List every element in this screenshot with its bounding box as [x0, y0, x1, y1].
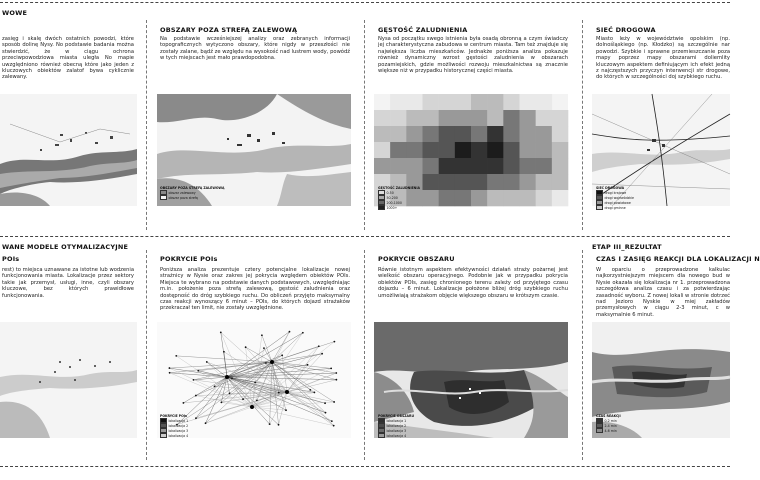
- density-cell: [520, 94, 536, 110]
- panel-text-czas: W oparciu o przeprowadzone kalkulac najkorzystniejszym miejscem dla nowego bud w Nysie okazała się lokalizacja nr 1. przeprowadzona szczegółowa analiza czasu i za potwierdzając zasadność wyboru. Z nowej lokali w stronie dotrzeć nad Jezioro Nyskie w miej zakładów przemysłowych w ciągu 2-3 minut, c w maksymalnie 6 minut.: [596, 267, 730, 318]
- map-pois: [0, 322, 137, 438]
- poi-point: [333, 425, 335, 427]
- poi-point: [281, 354, 283, 356]
- density-cell: [471, 190, 487, 206]
- poi-point: [333, 401, 335, 403]
- panel-title-gestosc: GĘSTOŚĆ ZALUDNIENIA: [378, 26, 468, 34]
- poi-point: [205, 422, 207, 424]
- column-divider: [582, 250, 583, 460]
- legend-siec-item: drogi wojewódzkie: [596, 195, 634, 200]
- poi-point: [183, 402, 185, 404]
- legend-pokrycie-obszaru: [378, 414, 414, 438]
- poi-point: [289, 331, 291, 333]
- density-cell: [471, 142, 487, 158]
- bottom-dashed-border: [0, 466, 730, 467]
- poi-point: [231, 377, 233, 379]
- density-cell: [455, 174, 471, 190]
- poi-point: [229, 393, 231, 395]
- density-cell: [503, 142, 519, 158]
- poi-point: [256, 400, 258, 402]
- density-cell: [390, 142, 406, 158]
- legend-czas: [596, 414, 621, 433]
- density-cell: [520, 142, 536, 158]
- column-divider: [146, 20, 147, 230]
- density-cell: [455, 158, 471, 174]
- panel-text-modele: rest) to miejsca uznawane za istotne lub wodzenia funkcjonowania miasta. Lokalizacje przez sektory takie jak przemysł, usługi, inne, czyli obszary kluczowe, bez których prawidłowe funkcjonowania.: [2, 267, 134, 299]
- density-cell: [374, 142, 390, 158]
- density-cell: [455, 110, 471, 126]
- density-cell: [406, 94, 422, 110]
- density-cell: [536, 174, 552, 190]
- density-cell: [552, 174, 568, 190]
- poi-point: [220, 331, 222, 333]
- density-cell: [390, 126, 406, 142]
- legend-siec-title: SIEĆ DROGOWA: [596, 186, 625, 190]
- density-cell: [374, 126, 390, 142]
- legend-pokrycie-obszaru-item: lokalizacja 3: [378, 428, 414, 433]
- density-cell: [390, 158, 406, 174]
- density-cell: [503, 190, 519, 206]
- legend-siec-item: drogi gminne: [596, 205, 634, 210]
- middle-dashed-divider: [0, 236, 730, 237]
- poi-point: [193, 379, 195, 381]
- density-cell: [471, 158, 487, 174]
- legend-gestosc-item: 0-50: [378, 190, 420, 195]
- density-cell: [487, 94, 503, 110]
- poi-point: [309, 389, 311, 391]
- legend-czas-title: CZAS REAKCJI: [596, 414, 621, 418]
- density-cell: [423, 142, 439, 158]
- density-cell: [503, 174, 519, 190]
- poi-point: [197, 370, 199, 372]
- panel-text-pokrycie-obszaru: Równie istotnym aspektem efektywności działań straży pożarnej jest wielkość obszaru operacyjnego. Podobnie jak w przypadku pokrycia obiektów POIs, zasięg chronionego terenu zależy od przyjętego czasu dojazdu – 6 minut. Lokalizacje położone bliżej dróg szybkiego ruchu umożliwiają strażakom objęcie większego obszaru w krótszym czasie.: [378, 267, 568, 299]
- panel-text-gestosc: Nysa od początku swego istnienia była osadą obronną a czym świadczy jej charakterystyczna zabudowa w centrum miasta. Tam też znajduje się największa liczba mieszkańców. Jednakże poniższa analiza pokazuje również dynamiczny wzrost gęstości zaludnienia w obszarach pozamiejskich, gdzie możliwości rozwoju mieszkalnictwa są znacznie większe niż w przypadku historycznej części miasta.: [378, 36, 568, 75]
- density-cell: [536, 158, 552, 174]
- column-divider: [146, 250, 147, 460]
- density-cell: [487, 158, 503, 174]
- legend-gestosc-item: 1000+: [378, 205, 420, 210]
- density-cell: [455, 126, 471, 142]
- density-cell: [552, 110, 568, 126]
- density-cell: [423, 190, 439, 206]
- legend-pokrycie-obszaru-item: lokalizacja 1: [378, 418, 414, 423]
- panel-title-pokrycie-obszaru: POKRYCIE OBSZARU: [378, 255, 455, 263]
- legend-pokrycie-pois: [160, 414, 188, 438]
- density-cell: [536, 190, 552, 206]
- density-cell: [406, 126, 422, 142]
- legend-obszary: [160, 186, 225, 200]
- density-cell: [374, 110, 390, 126]
- legend-pokrycie-obszaru-item: lokalizacja 2: [378, 423, 414, 428]
- density-cell: [471, 126, 487, 142]
- density-cell: [423, 174, 439, 190]
- density-cell: [390, 110, 406, 126]
- legend-gestosc: [378, 186, 420, 210]
- density-cell: [455, 142, 471, 158]
- density-cell: [439, 174, 455, 190]
- station-point: [285, 390, 289, 394]
- panel-text-pokrycie-pois: Poniższa analiza prezentuje cztery potencjalne lokalizacje nowej strażnicy w Nysie oraz zakres jej pokrycia względem obiektów POIs. Miejsca te wybrano na podstawie danych podstawowych, uwzględniając m.in. położenie poza strefą zalewową, gęstość zaludnienia oraz dostępność do dróg szybkiego ruchu. Do obliczeń przyjęto maksymalny czas reakcji wynoszący 6 minut – POIs, do których dojazd strażaków przekraczał ten limit, nie zostały uwzględnione.: [160, 267, 350, 312]
- column-divider: [364, 20, 365, 230]
- density-cell: [520, 190, 536, 206]
- poi-point: [321, 353, 323, 355]
- density-cell: [406, 110, 422, 126]
- poi-point: [263, 347, 265, 349]
- density-cell: [487, 110, 503, 126]
- legend-siec: [596, 186, 634, 210]
- density-cell: [406, 142, 422, 158]
- panel-title-modele: WANE MODELE OTYMALIZACYJNE: [2, 243, 129, 251]
- density-cell: [520, 110, 536, 126]
- legend-siec-item: drogi krajowe: [596, 190, 634, 195]
- legend-pokrycie-pois-title: POKRYCIE POIs: [160, 414, 187, 418]
- density-cell: [439, 94, 455, 110]
- station-point: [270, 360, 274, 364]
- legend-pokrycie-pois-item: lokalizacja 4: [160, 433, 188, 438]
- legend-gestosc-item: 200-1000: [378, 200, 420, 205]
- density-cell: [374, 158, 390, 174]
- density-cell: [390, 94, 406, 110]
- density-cell: [471, 174, 487, 190]
- station-point: [250, 405, 254, 409]
- legend-gestosc-title: GĘSTOŚĆ ZALUDNIENIA: [378, 186, 420, 190]
- poi-point: [195, 417, 197, 419]
- poi-point: [285, 409, 287, 411]
- poi-point: [318, 345, 320, 347]
- poi-point: [195, 395, 197, 397]
- legend-siec-item: drogi powiatowe: [596, 200, 634, 205]
- density-cell: [552, 126, 568, 142]
- legend-czas-item: 0-2 min: [596, 418, 621, 423]
- density-cell: [503, 110, 519, 126]
- legend-pokrycie-obszaru-item: lokalizacja 4: [378, 433, 414, 438]
- poi-point: [245, 346, 247, 348]
- poi-point: [335, 372, 337, 374]
- panel-title-czas: CZAS I ZASIĘG REAKCJI DLA LOKALIZACJI N: [596, 255, 760, 263]
- poi-point: [335, 379, 337, 381]
- column-divider: [582, 20, 583, 230]
- density-cell: [471, 94, 487, 110]
- density-cell: [423, 110, 439, 126]
- poi-point: [242, 398, 244, 400]
- poi-point: [307, 364, 309, 366]
- density-cell: [536, 110, 552, 126]
- density-cell: [552, 142, 568, 158]
- density-cell: [520, 126, 536, 142]
- density-cell: [455, 190, 471, 206]
- panel-subtitle-pois: POIs: [2, 255, 20, 263]
- density-cell: [487, 174, 503, 190]
- panel-title-obszary: OBSZARY POZA STREFĄ ZALEWOWĄ: [160, 26, 298, 34]
- poi-point: [313, 392, 315, 394]
- legend-pokrycie-pois-item: lokalizacja 3: [160, 428, 188, 433]
- panel-text-siec: Miasto leży w województwie opolskim (np. dolnośląskiego (np. Kłodzko) są szczególnie nar powodzi. Szybkie i sprawne przemieszczanie poza mapy poprzez mapy obszarami doliemlity kluczowym aspektem definiującym ich efekt jedną z najczęstszych przyczyn interwencji str drogowe, do których w szczególności doj szybkiego ruchu.: [596, 36, 730, 81]
- density-cell: [439, 126, 455, 142]
- poi-point: [214, 385, 216, 387]
- top-dashed-border: [0, 2, 730, 3]
- map-flood-extent: [0, 94, 137, 206]
- density-cell: [536, 142, 552, 158]
- poi-point: [169, 372, 171, 374]
- poi-point: [269, 423, 271, 425]
- panel-text-obszary: Na podstawie wcześniejszej analizy oraz zebranych informacji topograficznych wytyczono obszary, które nigdy w przeszłości nie zostały zalane, bądź ze względu na wysokość nad lustrem wody, powódź w tych miejscach jest mało prawdopodobna.: [160, 36, 350, 62]
- density-cell: [406, 158, 422, 174]
- poi-point: [169, 367, 171, 369]
- poi-point: [333, 341, 335, 343]
- density-cell: [503, 126, 519, 142]
- density-cell: [455, 94, 471, 110]
- legend-pokrycie-pois-item: lokalizacja 1: [160, 418, 188, 423]
- density-cell: [520, 158, 536, 174]
- density-cell: [487, 142, 503, 158]
- poi-point: [265, 362, 267, 364]
- legend-obszary-title: OBSZARY POZA STREFĄ ZALEWOWĄ: [160, 186, 225, 190]
- density-cell: [503, 94, 519, 110]
- etap-header: ETAP III_REZULTAT: [592, 243, 662, 251]
- poi-point: [175, 355, 177, 357]
- poi-point: [278, 424, 280, 426]
- poi-point: [254, 381, 256, 383]
- legend-pokrycie-pois-item: lokalizacja 2: [160, 423, 188, 428]
- density-cell: [471, 110, 487, 126]
- density-cell: [536, 126, 552, 142]
- panel-title-siec: SIEĆ DROGOWA: [596, 26, 656, 34]
- density-cell: [439, 110, 455, 126]
- station-point: [225, 375, 229, 379]
- poi-point: [330, 367, 332, 369]
- legend-obszary-item: obszar poza strefą: [160, 195, 225, 200]
- density-cell: [423, 158, 439, 174]
- density-cell: [439, 190, 455, 206]
- legend-gestosc-item: 50-200: [378, 195, 420, 200]
- poi-point: [220, 402, 222, 404]
- density-cell: [439, 158, 455, 174]
- poi-point: [331, 420, 333, 422]
- density-cell: [423, 126, 439, 142]
- legend-obszary-item: obszar zalewowy: [160, 190, 225, 195]
- section-header-top-left: WOWE: [2, 9, 28, 17]
- panel-title-pokrycie-pois: POKRYCIE POIs: [160, 255, 218, 263]
- density-cell: [536, 94, 552, 110]
- density-cell: [439, 142, 455, 158]
- legend-czas-item: 2-4 min: [596, 423, 621, 428]
- density-cell: [552, 190, 568, 206]
- density-cell: [487, 126, 503, 142]
- panel-text-powodz: zasięg i skalę dwóch ostatnich powodzi, które sposób dolinę Nysy. No podstawie badania można stwierdzić, że w ciągu ochrona przeciwpowodziowa miasta uległa No mapie uwzględniono również obecną które jako jeden z kluczowych obiektów zalatof bywa cyklicznie zalewany.: [2, 36, 134, 81]
- poi-point: [325, 412, 327, 414]
- density-cell: [552, 158, 568, 174]
- poi-point: [223, 351, 225, 353]
- poi-point: [324, 402, 326, 404]
- poi-point: [302, 332, 304, 334]
- poi-point: [261, 334, 263, 336]
- density-cell: [503, 158, 519, 174]
- density-cell: [423, 94, 439, 110]
- poi-point: [206, 361, 208, 363]
- density-cell: [487, 190, 503, 206]
- column-divider: [364, 250, 365, 460]
- density-cell: [520, 174, 536, 190]
- legend-pokrycie-obszaru-title: POKRYCIE OBSZARU: [378, 414, 415, 418]
- poi-point: [278, 392, 280, 394]
- legend-czas-item: 4-6 min: [596, 428, 621, 433]
